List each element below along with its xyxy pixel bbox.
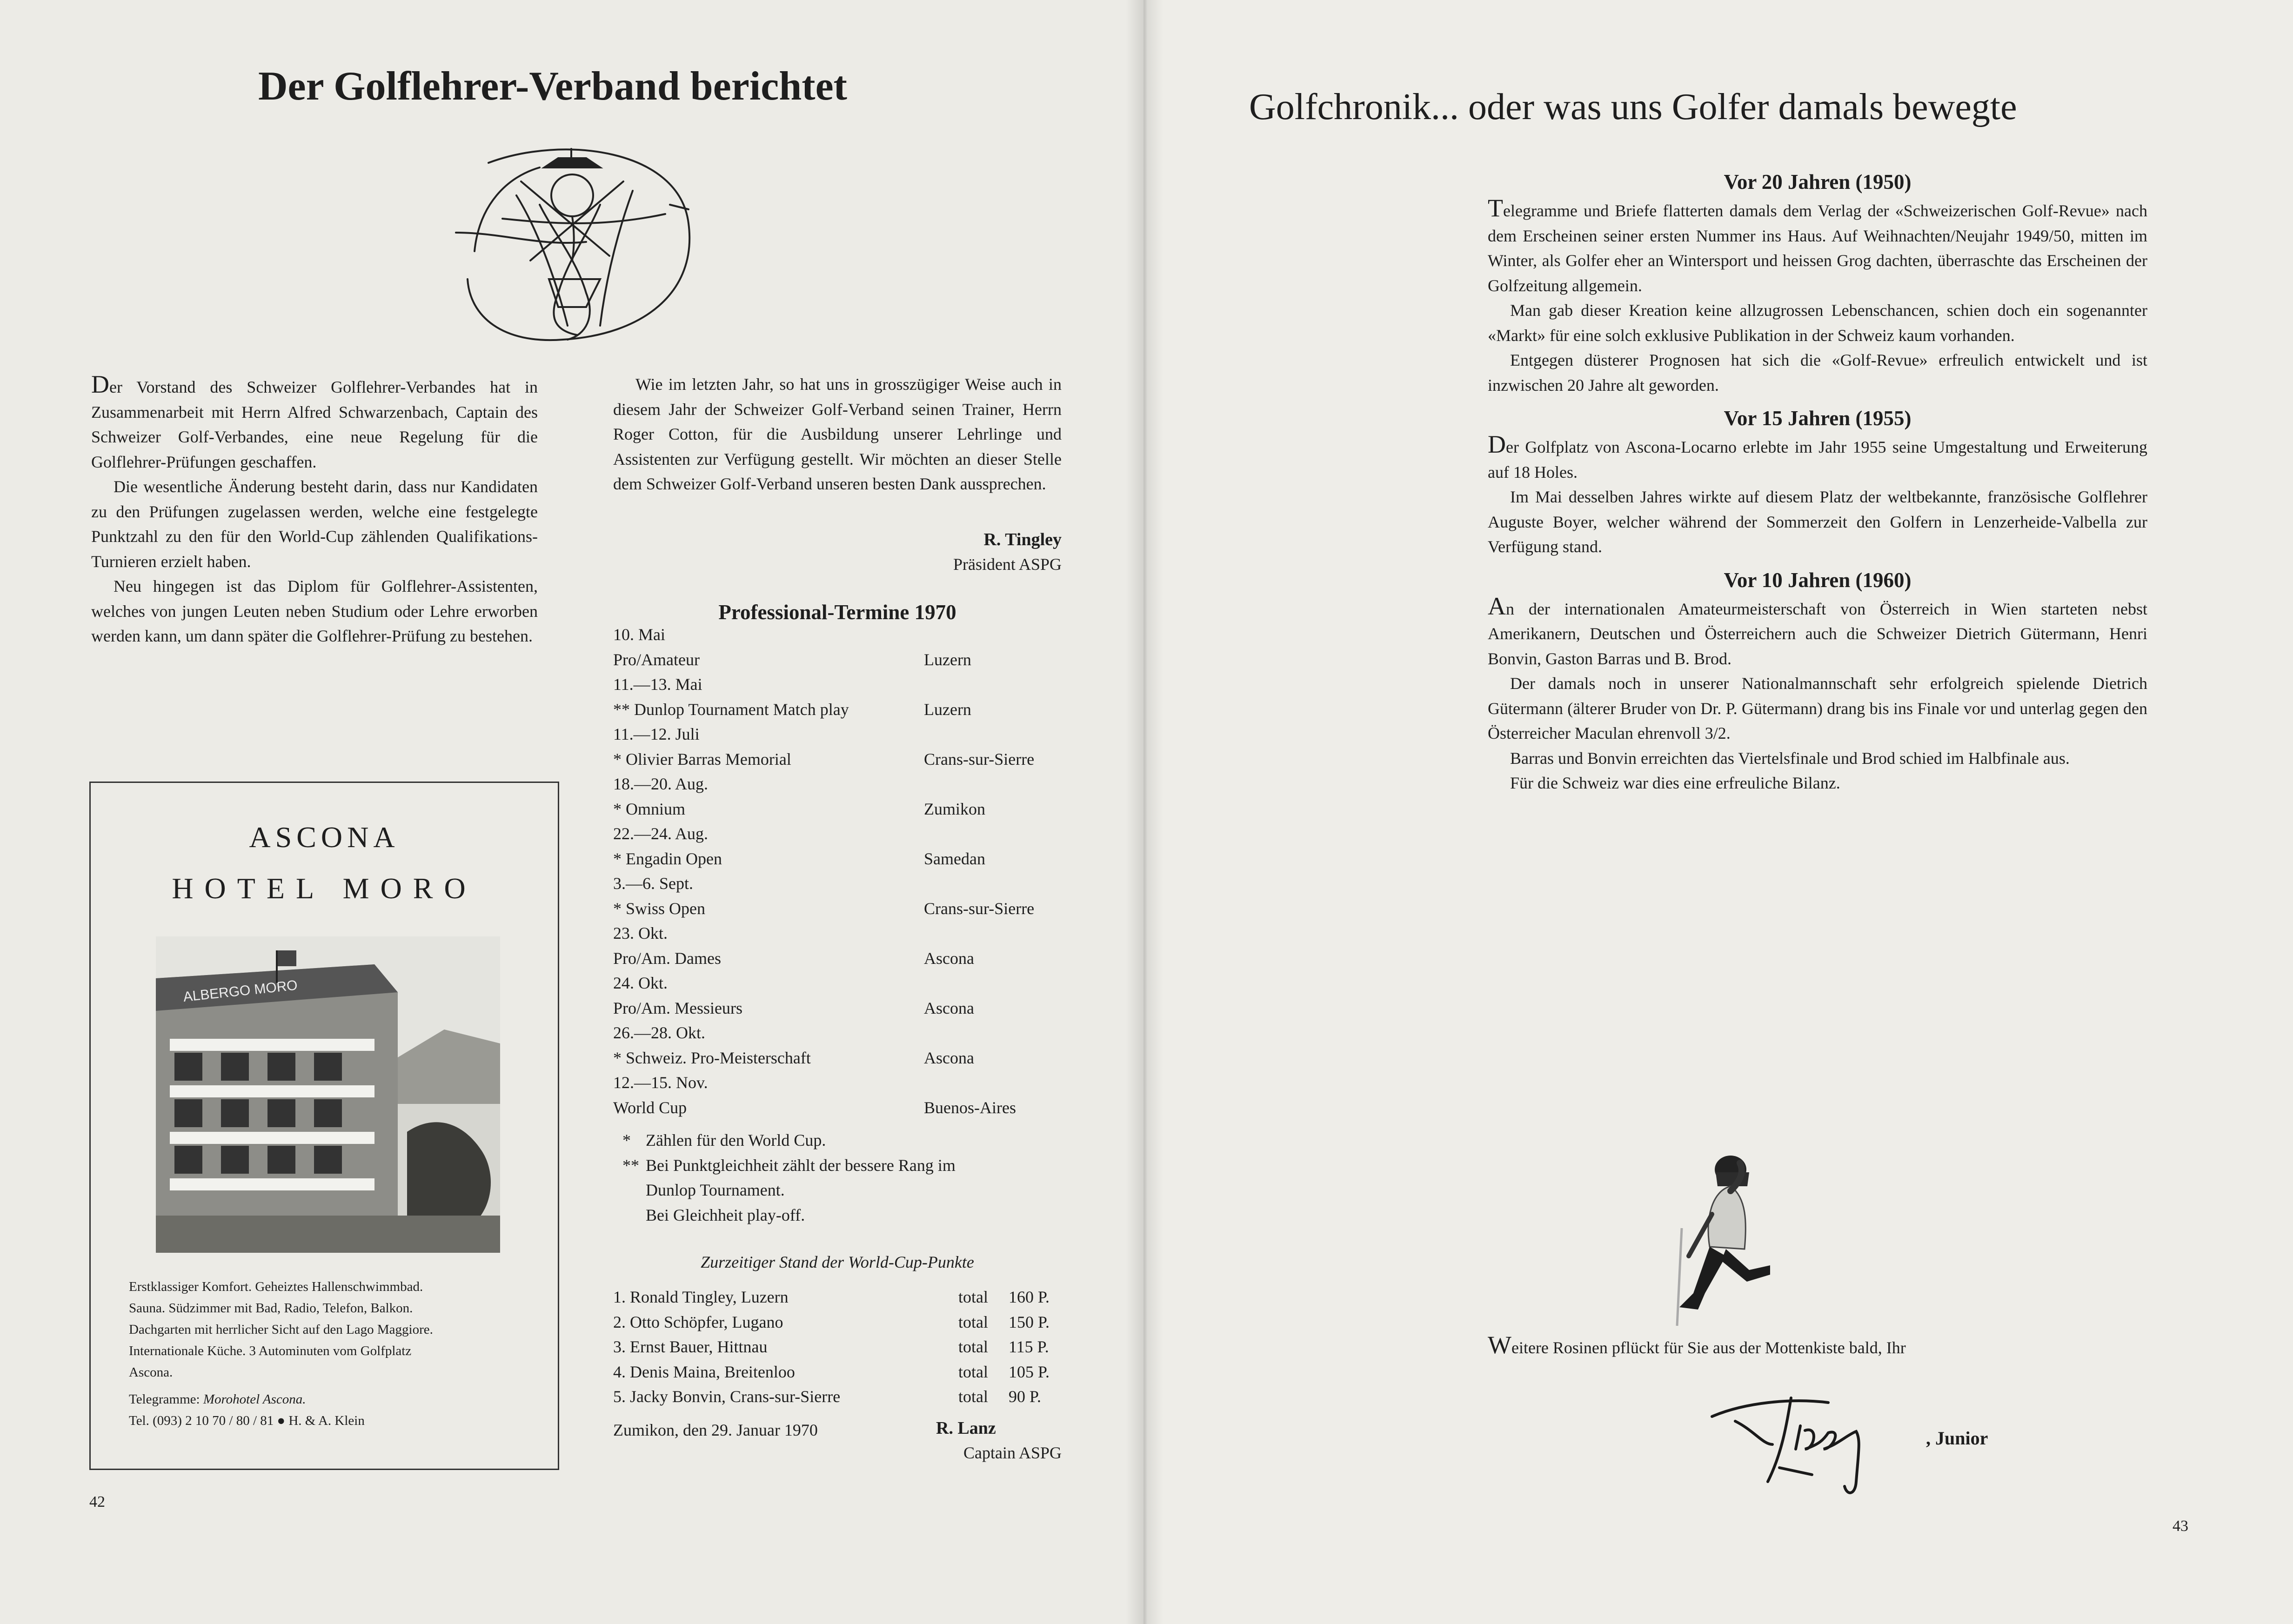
owner: H. & A. Klein <box>288 1413 365 1428</box>
termine-event: 22.—24. Aug. <box>613 824 709 843</box>
standing-total-label: total <box>958 1337 988 1356</box>
page-title: Der Golflehrer-Verband berichtet <box>258 64 847 109</box>
page-number: 43 <box>2173 1517 2188 1535</box>
standing-points: 150 P. <box>1009 1312 1050 1331</box>
standing-points: 105 P. <box>1009 1362 1050 1381</box>
paragraph: Der Vorstand des Schweizer Golflehrer-Verbandes hat in Zusammenarbeit mit Herrn Alfred Schwarzenbach, Captain des Schweizer Golf-Verbandes, eine neue Regelung für die Golflehrer-Prüfungen geschaffen. <box>91 370 538 471</box>
ad-description <box>129 1276 529 1431</box>
signature-name: R. Tingley <box>983 530 1062 549</box>
paragraph: Barras und Bonvin erreichten das Viertelsfinale und Brod schied im Halbfinale aus. <box>1510 749 2070 768</box>
signature-block-president <box>613 529 1062 581</box>
termine-event: ** Dunlop Tournament Match play <box>613 700 849 719</box>
ad-line: Sauna. Südzimmer mit Bad, Radio, Telefon, Balkon. <box>129 1301 413 1316</box>
termine-location: Ascona <box>924 949 974 968</box>
section-heading: Vor 15 Jahren (1955) <box>1724 407 1912 430</box>
termine-location: Samedan <box>924 849 985 868</box>
intro-column <box>91 372 538 649</box>
page-number: 42 <box>89 1493 105 1510</box>
paragraph: Für die Schweiz war dies eine erfreuliche Bilanz. <box>1510 774 1840 792</box>
place-date: Zumikon, den 29. Januar 1970 <box>613 1421 818 1439</box>
ad-line: Dachgarten mit herrlicher Sicht auf den Lago Maggiore. <box>129 1322 433 1337</box>
standing-total-label: total <box>958 1288 988 1306</box>
page-title: Golfchronik... oder was uns Golfer damals bewegte <box>1249 87 2017 127</box>
footnote-text: Dunlop Tournament. <box>646 1181 785 1199</box>
ad-line: Erstklassiger Komfort. Geheiztes Hallenschwimmbad. <box>129 1279 423 1294</box>
paragraph: Wie im letzten Jahr, so hat uns in grosszügiger Weise auch in diesem Jahr der Schweizer Golf-Verband seinen Trainer, Herrn Roger Cotton, für die Ausbildung unserer Lehrlinge und Assistenten zur Verfügung gestellt. Wir möchten an dieser Stelle dem Schweizer Golf-Verband unseren besten Dank aussprechen. <box>613 375 1062 493</box>
handwritten-signature <box>1707 1389 1926 1505</box>
aspg-column <box>613 372 1062 497</box>
book-gutter <box>1126 0 1163 1624</box>
closing-text <box>1488 1333 2147 1361</box>
ad-line: Internationale Küche. 3 Autominuten vom Golfplatz <box>129 1343 412 1358</box>
signature-name: R. Lanz <box>936 1418 996 1438</box>
termine-event: * Swiss Open <box>613 899 706 918</box>
termine-location: Ascona <box>924 998 974 1017</box>
paragraph: Weitere Rosinen pflückt für Sie aus der Mottenkiste bald, Ihr <box>1488 1331 1906 1359</box>
footnote-text: Zählen für den World Cup. <box>646 1131 826 1149</box>
standings-list <box>613 1285 1062 1415</box>
termine-event: 3.—6. Sept. <box>613 874 694 893</box>
hotel-sign: ALBERGO MORO <box>182 977 299 1005</box>
termine-location: Crans-sur-Sierre <box>924 899 1035 918</box>
termine-event: 18.—20. Aug. <box>613 775 709 793</box>
standing-name: 3. Ernst Bauer, Hittnau <box>613 1337 768 1356</box>
left-page <box>0 0 1142 1624</box>
telegram-value: Morohotel Ascona. <box>203 1392 306 1407</box>
termine-event: * Schweiz. Pro-Meisterschaft <box>613 1048 811 1067</box>
standing-name: 5. Jacky Bonvin, Crans-sur-Sierre <box>613 1387 841 1406</box>
paragraph: Die wesentliche Änderung besteht darin, dass nur Kandidaten zu den Prüfungen zugelassen werden, welche eine festgelegte Punktzahl zu den für den World-Cup zählenden Qualifikations-Turnieren erzielt haben. <box>91 477 538 571</box>
standing-name: 4. Denis Maina, Breitenloo <box>613 1362 795 1381</box>
standing-total-label: total <box>958 1387 988 1406</box>
standing-total-label: total <box>958 1312 988 1331</box>
termine-event: 11.—13. Mai <box>613 675 702 694</box>
standing-total-label: total <box>958 1362 988 1381</box>
termine-event: Pro/Am. Dames <box>613 949 721 968</box>
standings-heading: Zurzeitiger Stand der World-Cup-Punkte <box>701 1253 974 1271</box>
paragraph: Man gab dieser Kreation keine allzugrossen Lebenschancen, schien doch ein sogenannter «Markt» für eine solch exklusive Publikation in der Schweiz kaum vorhanden. <box>1488 301 2147 345</box>
termine-location: Luzern <box>924 700 971 719</box>
paragraph: Im Mai desselben Jahres wirkte auf diesem Platz der weltbekannte, französische Golflehrer Auguste Boyer, welcher während der Sommerzeit den Golfern in Lenzerheide-Valbella zur Verfügung stand. <box>1488 488 2147 556</box>
telephone: Tel. (093) 2 10 70 / 80 / 81 <box>129 1413 274 1428</box>
termine-event: * Olivier Barras Memorial <box>613 749 791 769</box>
termine-event: World Cup <box>613 1098 687 1117</box>
termine-location: Crans-sur-Sierre <box>924 749 1035 769</box>
golfer-sketch-illustration <box>447 140 726 354</box>
section-heading: Vor 20 Jahren (1950) <box>1724 170 1912 194</box>
ad-title-hotel: HOTEL MORO <box>172 872 477 905</box>
signature-role: Präsident ASPG <box>953 555 1062 574</box>
paragraph: An der internationalen Amateurmeisterschaft von Österreich in Wien starteten nebst Amerikanern, Deutschen und Österreichern auch die Schweizer Dietrich Gütermann, Henri Bonvin, Gaston Barras und B. Brod. <box>1488 592 2147 668</box>
termine-event: * Engadin Open <box>613 849 722 868</box>
footnote-text: Bei Gleichheit play-off. <box>646 1205 805 1224</box>
standing-name: 2. Otto Schöpfer, Lugano <box>613 1312 783 1331</box>
standing-points: 90 P. <box>1009 1387 1042 1406</box>
termine-event: 23. Okt. <box>613 924 668 942</box>
telegram-label: Telegramme: <box>129 1392 200 1407</box>
paragraph: Neu hingegen ist das Diplom für Golflehrer-Assistenten, welches von jungen Leuten neben Studium oder Lehre erworben werden kann, um dann später die Golflehrer-Prüfung zu bestehen. <box>91 577 538 645</box>
termine-event: * Omnium <box>613 799 686 818</box>
termine-event: 26.—28. Okt. <box>613 1023 705 1042</box>
paragraph: Entgegen düsterer Prognosen hat sich die «Golf-Revue» erfreulich entwickelt und ist inzwischen 20 Jahre alt geworden. <box>1488 351 2147 394</box>
termine-event: Pro/Amateur <box>613 650 700 669</box>
footnote-text: Bei Punktgleichheit zählt der bessere Rang im <box>646 1156 956 1175</box>
ad-title-location: ASCONA <box>249 821 400 854</box>
termine-event: 11.—12. Juli <box>613 725 700 743</box>
right-page <box>1142 0 2293 1624</box>
signature-block-captain <box>613 1418 1062 1469</box>
footnote-mark: ** <box>622 1156 639 1175</box>
hotel-photo <box>156 936 500 1253</box>
ad-line: Ascona. <box>129 1365 173 1380</box>
footnote-mark: * <box>622 1131 631 1149</box>
termine-location: Zumikon <box>924 799 985 818</box>
paragraph: Der damals noch in unserer Nationalmannschaft sehr erfolgreich spielende Dietrich Gütermann (älterer Bruder von Dr. P. Gütermann) drang bis ins Finale vor und unterlag gegen den Österreicher Maculan ehrenvoll 3/2. <box>1488 674 2147 742</box>
termine-location: Luzern <box>924 650 971 669</box>
termine-location: Buenos-Aires <box>924 1098 1016 1117</box>
standing-points: 115 P. <box>1009 1337 1049 1356</box>
paragraph: Der Golfplatz von Ascona-Locarno erlebte im Jahr 1955 seine Umgestaltung und Erweiterung auf 18 Holes. <box>1488 430 2147 481</box>
termine-location: Ascona <box>924 1048 974 1067</box>
standing-points: 160 P. <box>1009 1288 1050 1306</box>
chronicle-column <box>1488 170 2147 796</box>
termine-event: 24. Okt. <box>613 974 668 992</box>
termine-list <box>613 622 1062 1125</box>
signature-role: Captain ASPG <box>963 1444 1062 1462</box>
standing-name: 1. Ronald Tingley, Luzern <box>613 1288 789 1306</box>
termine-event: Pro/Am. Messieurs <box>613 998 742 1017</box>
termine-heading: Professional-Termine 1970 <box>718 601 956 624</box>
golfer-photo <box>1661 1154 1772 1330</box>
section-heading: Vor 10 Jahren (1960) <box>1724 568 1912 592</box>
footnotes <box>613 1128 1062 1230</box>
bullet-icon: ● <box>277 1413 286 1428</box>
hotel-advertisement <box>89 782 559 1470</box>
paragraph: Telegramme und Briefe flatterten damals dem Verlag der «Schweizerischen Golf-Revue» nach dem Erscheinen seiner ersten Nummer ins Haus. Auf Weihnachten/Neujahr 1949/50, mitten im Winter, als Golfer eher an Wintersport und heissen Grog dachten, überraschte das Erscheinen der Golfzeitung allgemein. <box>1488 194 2147 295</box>
termine-event: 12.—15. Nov. <box>613 1073 708 1092</box>
termine-event: 10. Mai <box>613 625 665 644</box>
signature-suffix: , Junior <box>1926 1428 1988 1449</box>
